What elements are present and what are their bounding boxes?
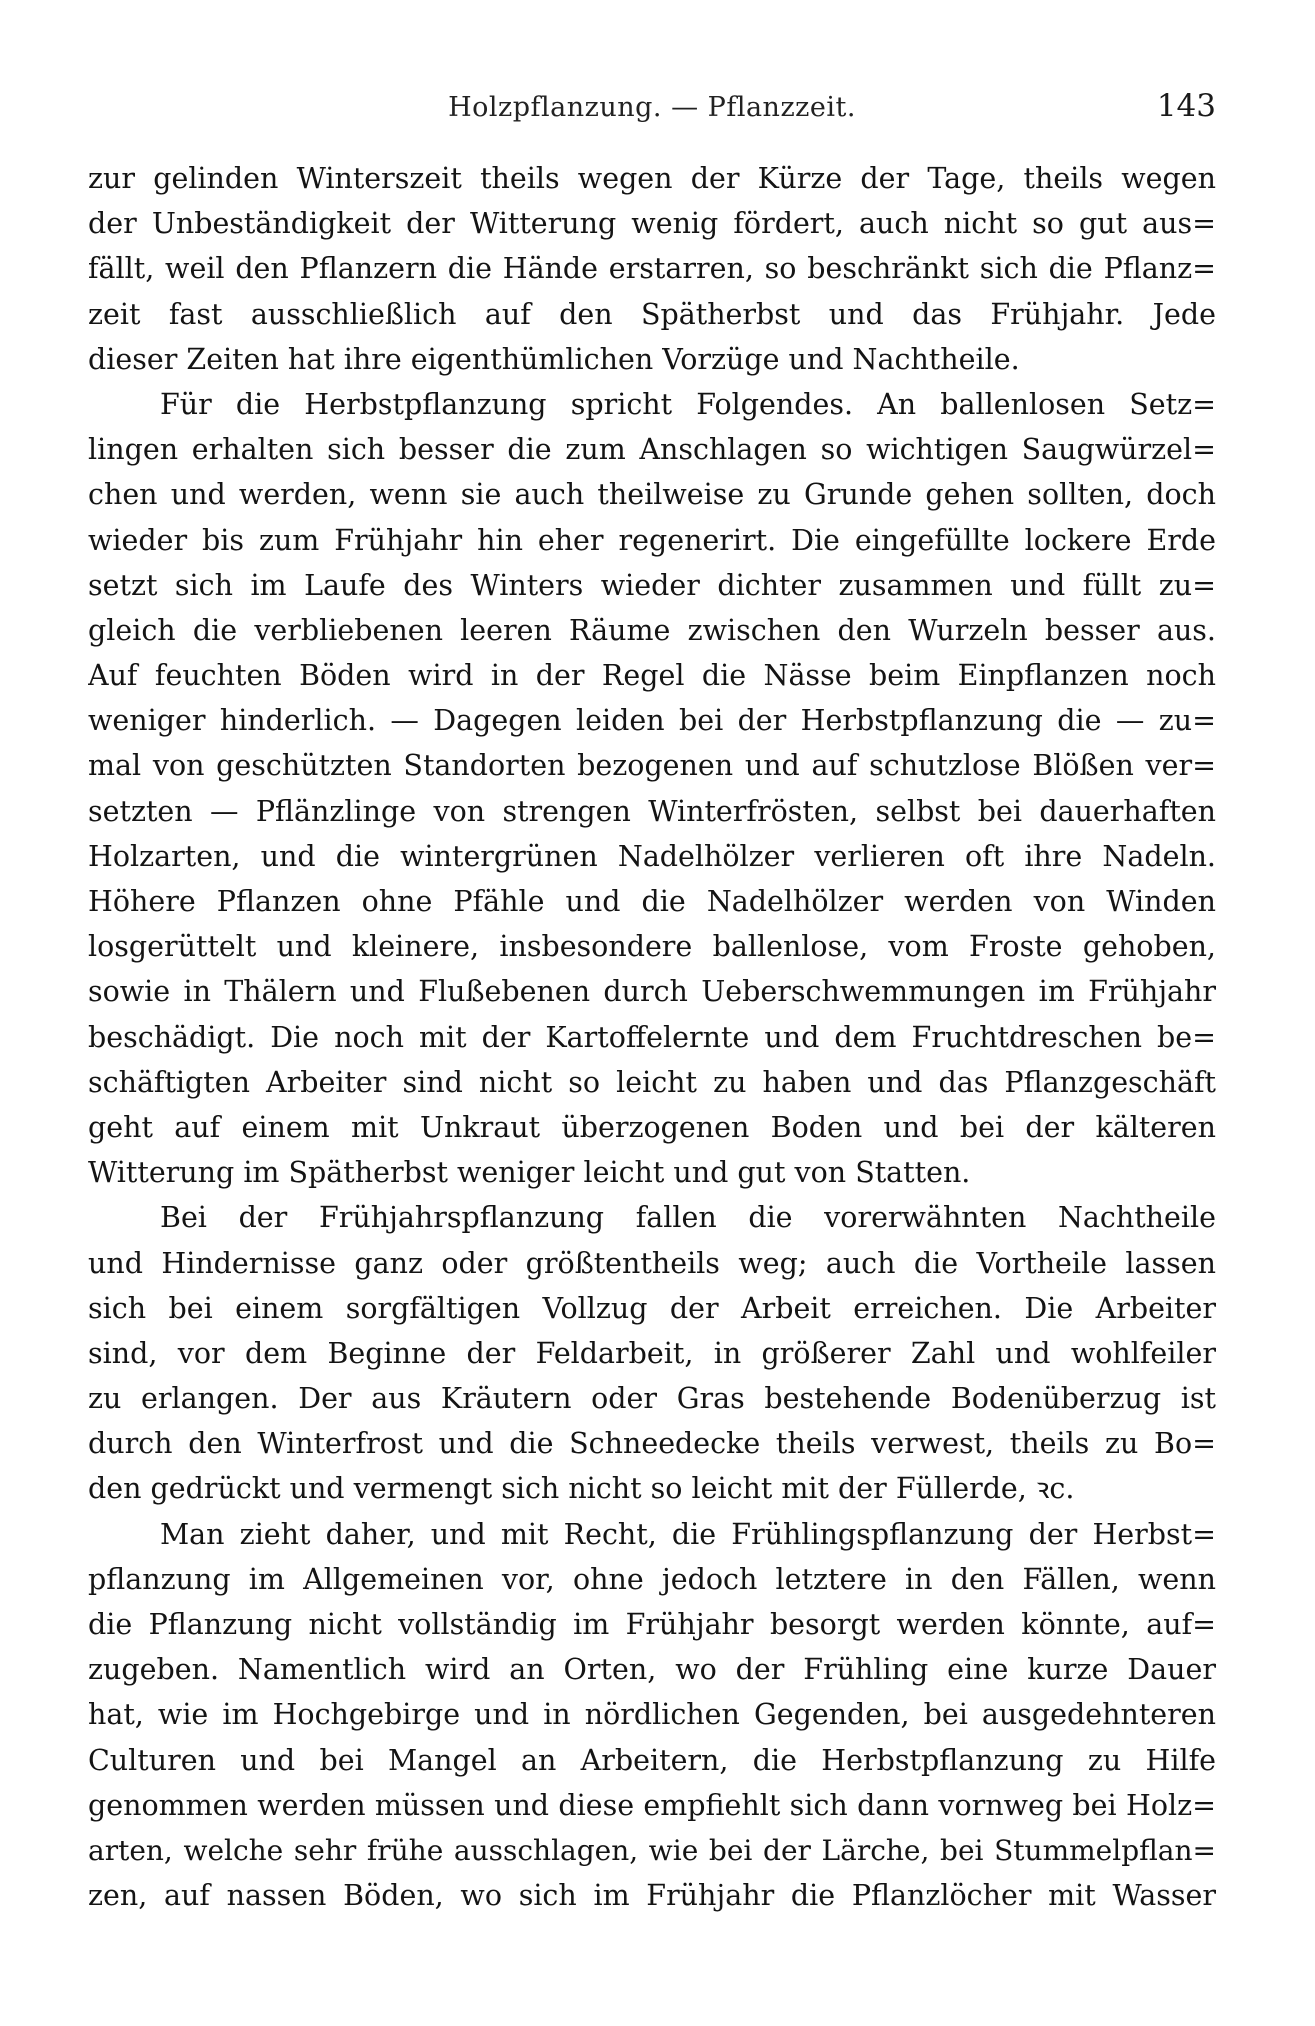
paragraph (88, 156, 1216, 382)
text-line: zen, auf nassen Böden, wo sich im Frühjahr die Pflanzlöcher mit Wasser (88, 1879, 1216, 1913)
text-line: wieder bis zum Frühjahr hin eher regenerirt. Die eingefüllte lockere Erde (88, 523, 1216, 557)
paragraph (88, 1512, 1216, 1919)
text-line: schäftigten Arbeiter sind nicht so leicht zu haben und das Pflanzgeschäft (88, 1065, 1216, 1099)
text-line: Auf feuchten Böden wird in der Regel die Nässe beim Einpflanzen noch (88, 659, 1216, 693)
text-line: sind, vor dem Beginne der Feldarbeit, in größerer Zahl und wohlfeiler (88, 1336, 1216, 1370)
text-line: Witterung im Spätherbst weniger leicht und gut von Statten. (88, 1156, 971, 1190)
text-line: sowie in Thälern und Flußebenen durch Ueberschwemmungen im Frühjahr (88, 975, 1216, 1009)
paragraph (88, 1195, 1216, 1511)
body-text (88, 156, 1216, 1918)
text-line: Culturen und bei Mangel an Arbeitern, die Herbstpflanzung zu Hilfe (88, 1743, 1216, 1777)
text-line: sich bei einem sorgfältigen Vollzug der Arbeit erreichen. Die Arbeiter (88, 1291, 1216, 1325)
book-page (88, 88, 1216, 1988)
text-line: setzt sich im Laufe des Winters wieder dichter zusammen und füllt zu= (88, 568, 1216, 602)
text-line: Holzarten, und die wintergrünen Nadelhölzer verlieren oft ihre Nadeln. (88, 839, 1216, 873)
text-line: Höhere Pflanzen ohne Pfähle und die Nadelhölzer werden von Winden (88, 885, 1216, 918)
text-line: genommen werden müssen und diese empfiehlt sich dann vornweg bei Holz= (88, 1788, 1216, 1822)
paragraph (88, 382, 1216, 1195)
text-line: mal von geschützten Standorten bezogenen und auf schutzlose Blößen ver= (88, 749, 1216, 783)
text-line: zu erlangen. Der aus Kräutern oder Gras bestehende Bodenüberzug ist (88, 1382, 1216, 1416)
text-line: zeit fast ausschließlich auf den Spätherbst und das Frühjahr. Jede (88, 297, 1216, 331)
text-line: hat, wie im Hochgebirge und in nördlichen Gegenden, bei ausgedehnteren (88, 1698, 1216, 1732)
text-line: durch den Winterfrost und die Schneedecke theils verwest, theils zu Bo= (88, 1427, 1216, 1461)
text-line: dieser Zeiten hat ihre eigenthümlichen Vorzüge und Nachtheile. (88, 342, 1020, 376)
text-line: geht auf einem mit Unkraut überzogenen Boden und bei der kälteren (88, 1110, 1216, 1144)
text-line: lingen erhalten sich besser die zum Anschlagen so wichtigen Saugwürzel= (88, 433, 1216, 467)
text-line: setzten — Pflänzlinge von strengen Winterfrösten, selbst bei dauerhaften (88, 794, 1216, 828)
text-line: Man zieht daher, und mit Recht, die Frühlingspflanzung der Herbst= (160, 1517, 1216, 1551)
text-line: die Pflanzung nicht vollständig im Frühjahr besorgt werden könnte, auf= (88, 1608, 1216, 1641)
text-line: Für die Herbstpflanzung spricht Folgendes. An ballenlosen Setz= (160, 387, 1216, 421)
text-line: gleich die verbliebenen leeren Räume zwischen den Wurzeln besser aus. (88, 613, 1216, 647)
text-line: und Hindernisse ganz oder größtentheils weg; auch die Vortheile lassen (88, 1246, 1216, 1280)
text-line: der Unbeständigkeit der Witterung wenig fördert, auch nicht so gut aus= (88, 207, 1216, 241)
text-line: Bei der Frühjahrspflanzung fallen die vorerwähnten Nachtheile (160, 1201, 1216, 1235)
text-line: fällt, weil den Pflanzern die Hände erstarren, so beschränkt sich die Pflanz= (88, 252, 1216, 286)
page-number: 143 (1156, 88, 1216, 124)
text-line: den gedrückt und vermengt sich nicht so leicht mit der Füllerde, ꝛc. (88, 1472, 1075, 1506)
text-line: zugeben. Namentlich wird an Orten, wo der Frühling eine kurze Dauer (88, 1653, 1216, 1687)
text-line: chen und werden, wenn sie auch theilweise zu Grunde gehen sollten, doch (88, 478, 1216, 512)
running-title: Holzpflanzung. — Pflanzzeit. (448, 92, 856, 123)
text-line: weniger hinderlich. — Dagegen leiden bei der Herbstpflanzung die — zu= (88, 704, 1216, 738)
text-line: zur gelinden Winterszeit theils wegen der Kürze der Tage, theils wegen (88, 162, 1216, 195)
page-header (88, 88, 1216, 138)
text-line: arten, welche sehr frühe ausschlagen, wie bei der Lärche, bei Stummelpflan= (88, 1833, 1216, 1867)
text-line: beschädigt. Die noch mit der Kartoffelernte und dem Fruchtdreschen be= (88, 1020, 1216, 1054)
text-line: losgerüttelt und kleinere, insbesondere ballenlose, vom Froste gehoben, (88, 930, 1216, 964)
text-line: pflanzung im Allgemeinen vor, ohne jedoch letztere in den Fällen, wenn (88, 1562, 1216, 1596)
